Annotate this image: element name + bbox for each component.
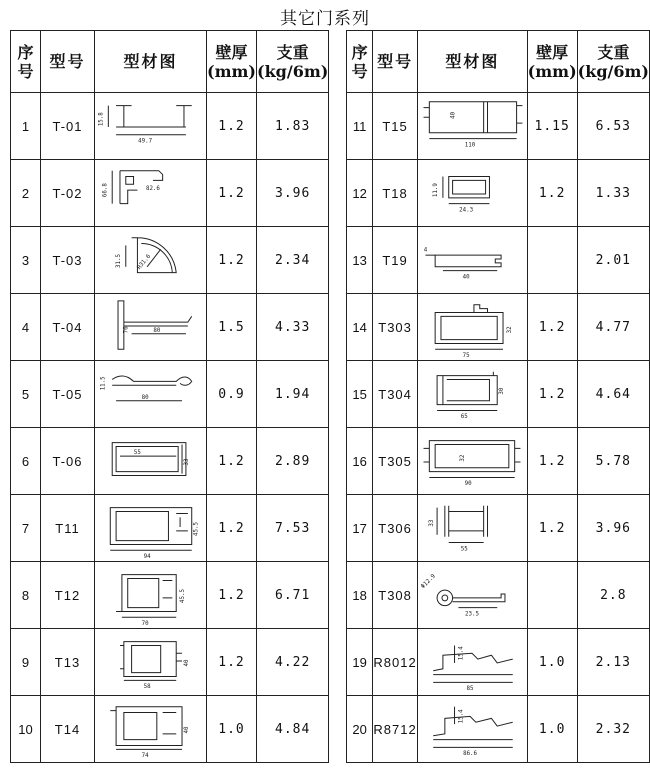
row-weight: 2.01 <box>577 227 649 294</box>
profile-table-left <box>10 30 329 763</box>
header-model: 型号 <box>373 31 418 93</box>
row-thickness: 1.0 <box>207 696 257 763</box>
dimension-label: 49.7 <box>137 138 152 145</box>
dimension-label: 24.3 <box>459 207 474 214</box>
row-thickness: 1.2 <box>527 428 577 495</box>
row-weight: 3.96 <box>577 495 649 562</box>
row-drawing <box>417 93 527 160</box>
profile-drawing <box>418 496 526 560</box>
row-model: T19 <box>373 227 418 294</box>
row-model: T-03 <box>41 227 95 294</box>
row-weight: 4.77 <box>577 294 649 361</box>
dimension-label: 80 <box>152 327 160 334</box>
row-number: 13 <box>347 227 373 294</box>
dimension-label: 32 <box>460 454 467 462</box>
header-weight: 支重(kg/6m) <box>577 31 649 93</box>
row-thickness: 1.2 <box>207 495 257 562</box>
row-weight: 5.78 <box>577 428 649 495</box>
row-drawing <box>417 696 527 763</box>
row-number: 10 <box>11 696 41 763</box>
table-row <box>347 696 650 763</box>
row-number: 14 <box>347 294 373 361</box>
dimension-label: 15.4 <box>458 646 465 661</box>
row-model: T-02 <box>41 160 95 227</box>
dimension-label: 40 <box>183 659 190 667</box>
row-weight: 2.13 <box>577 629 649 696</box>
dimension-label: 30 <box>499 387 506 395</box>
dimension-label: 86.6 <box>463 751 478 758</box>
row-drawing <box>95 160 207 227</box>
dimension-label: 58 <box>143 684 151 691</box>
row-drawing <box>95 93 207 160</box>
table-row <box>11 696 329 763</box>
dimension-label: 45.5 <box>193 521 200 536</box>
dimension-label: 4 <box>424 247 428 254</box>
table-row <box>11 227 329 294</box>
table-row <box>11 361 329 428</box>
header-weight: 支重(kg/6m) <box>257 31 329 93</box>
table-row <box>347 294 650 361</box>
dimension-label: 33 <box>429 519 436 527</box>
header-num: 序号 <box>347 31 373 93</box>
row-number: 19 <box>347 629 373 696</box>
dimension-label: 11.9 <box>433 183 440 198</box>
dimension-label: 94 <box>143 554 151 560</box>
row-drawing <box>417 562 527 629</box>
row-model: T18 <box>373 160 418 227</box>
row-weight: 7.53 <box>257 495 329 562</box>
header-drawing: 型材图 <box>417 31 527 93</box>
row-number: 9 <box>11 629 41 696</box>
header-thickness: 壁厚(mm) <box>207 31 257 93</box>
row-thickness: 1.2 <box>207 227 257 294</box>
profile-drawing <box>418 362 526 426</box>
profile-drawing <box>418 94 526 158</box>
row-model: T11 <box>41 495 95 562</box>
row-thickness: 1.2 <box>527 294 577 361</box>
dimension-label: 45.5 <box>179 588 186 603</box>
table-row <box>11 160 329 227</box>
header-model: 型号 <box>41 31 95 93</box>
table-row <box>347 495 650 562</box>
row-model: T306 <box>373 495 418 562</box>
table-row <box>11 495 329 562</box>
row-thickness: 1.2 <box>527 495 577 562</box>
row-model: R8012 <box>373 629 418 696</box>
row-weight: 1.33 <box>577 160 649 227</box>
row-model: T304 <box>373 361 418 428</box>
row-weight: 1.94 <box>257 361 329 428</box>
row-number: 4 <box>11 294 41 361</box>
row-model: T-05 <box>41 361 95 428</box>
row-weight: 2.89 <box>257 428 329 495</box>
row-number: 12 <box>347 160 373 227</box>
row-weight: 2.34 <box>257 227 329 294</box>
profile-drawing <box>418 697 526 761</box>
table-row <box>11 562 329 629</box>
dimension-label: 40 <box>463 274 470 281</box>
table-row <box>347 629 650 696</box>
row-thickness: 1.0 <box>527 629 577 696</box>
row-weight: 4.84 <box>257 696 329 763</box>
row-thickness: 1.15 <box>527 93 577 160</box>
row-model: T-01 <box>41 93 95 160</box>
row-model: R8712 <box>373 696 418 763</box>
dimension-label: 31.5 <box>115 253 122 268</box>
row-number: 18 <box>347 562 373 629</box>
row-number: 1 <box>11 93 41 160</box>
dimension-label: 33 <box>183 458 190 466</box>
profile-drawing <box>97 697 205 761</box>
profile-drawing <box>97 228 205 292</box>
row-number: 3 <box>11 227 41 294</box>
dimension-label: 15.4 <box>458 709 465 724</box>
profile-drawing <box>97 94 205 158</box>
profile-drawing <box>97 161 205 225</box>
row-number: 6 <box>11 428 41 495</box>
row-model: T15 <box>373 93 418 160</box>
table-header-row <box>11 31 329 93</box>
row-model: T303 <box>373 294 418 361</box>
row-drawing <box>417 361 527 428</box>
table-row <box>347 93 650 160</box>
dimension-label: Φ12.9 <box>420 573 438 590</box>
row-drawing <box>417 294 527 361</box>
table-row <box>347 361 650 428</box>
table-row <box>347 428 650 495</box>
row-weight: 4.22 <box>257 629 329 696</box>
table-row <box>11 629 329 696</box>
dimension-label: 80 <box>141 394 149 401</box>
row-model: T305 <box>373 428 418 495</box>
profile-drawing <box>418 161 526 225</box>
row-number: 8 <box>11 562 41 629</box>
row-model: T-04 <box>41 294 95 361</box>
dimension-label: 40 <box>450 111 457 119</box>
row-number: 17 <box>347 495 373 562</box>
row-weight: 6.71 <box>257 562 329 629</box>
table-row <box>11 428 329 495</box>
dimension-label: 76 <box>123 326 130 334</box>
row-weight: 4.33 <box>257 294 329 361</box>
row-weight: 3.96 <box>257 160 329 227</box>
dimension-label: 70 <box>141 621 149 627</box>
table-row <box>347 227 650 294</box>
table-row <box>347 160 650 227</box>
table-header-row <box>347 31 650 93</box>
page-title: 其它门系列 <box>280 9 370 29</box>
profile-drawing <box>418 295 526 359</box>
row-weight: 1.83 <box>257 93 329 160</box>
row-number: 16 <box>347 428 373 495</box>
row-drawing <box>417 160 527 227</box>
row-thickness: 1.0 <box>527 696 577 763</box>
dimension-label: 15.8 <box>98 112 105 127</box>
dimension-label: 40 <box>183 726 190 734</box>
header-thickness: 壁厚(mm) <box>527 31 577 93</box>
row-thickness: 1.2 <box>207 428 257 495</box>
row-drawing <box>95 428 207 495</box>
row-number: 7 <box>11 495 41 562</box>
dimension-label: 55 <box>133 450 141 457</box>
profile-drawing <box>418 429 526 493</box>
dimension-label: 90 <box>464 481 472 488</box>
row-thickness: 0.9 <box>207 361 257 428</box>
row-model: T13 <box>41 629 95 696</box>
dimension-label: 65 <box>461 414 469 421</box>
profile-drawing <box>418 630 526 694</box>
row-weight: 4.64 <box>577 361 649 428</box>
row-model: T308 <box>373 562 418 629</box>
row-thickness: 1.2 <box>527 361 577 428</box>
row-drawing <box>95 294 207 361</box>
table-row <box>11 93 329 160</box>
row-number: 15 <box>347 361 373 428</box>
row-drawing <box>95 696 207 763</box>
row-drawing <box>417 629 527 696</box>
profile-table-right <box>346 30 650 763</box>
row-weight: 2.32 <box>577 696 649 763</box>
header-num: 序号 <box>11 31 41 93</box>
row-thickness: 1.2 <box>207 160 257 227</box>
dimension-label: 75 <box>463 353 470 359</box>
profile-drawing <box>97 429 205 493</box>
profile-drawing <box>418 563 526 627</box>
row-number: 5 <box>11 361 41 428</box>
dimension-label: 23.5 <box>465 611 480 618</box>
row-model: T-06 <box>41 428 95 495</box>
row-thickness: 1.2 <box>207 562 257 629</box>
row-model: T12 <box>41 562 95 629</box>
row-drawing <box>95 629 207 696</box>
row-number: 2 <box>11 160 41 227</box>
table-row <box>11 294 329 361</box>
row-drawing <box>417 495 527 562</box>
dimension-label: 74 <box>141 753 149 760</box>
row-thickness: 1.5 <box>207 294 257 361</box>
row-drawing <box>95 562 207 629</box>
row-weight: 6.53 <box>577 93 649 160</box>
row-drawing <box>95 227 207 294</box>
profile-drawing <box>97 362 205 426</box>
row-thickness <box>527 227 577 294</box>
row-thickness: 1.2 <box>527 160 577 227</box>
profile-drawing <box>97 295 205 359</box>
profile-drawing <box>97 630 205 694</box>
dimension-label: 110 <box>465 142 476 149</box>
dimension-label: 32 <box>507 326 514 334</box>
dimension-label: 11.5 <box>99 376 106 391</box>
row-thickness: 1.2 <box>207 93 257 160</box>
row-drawing <box>417 227 527 294</box>
row-weight: 2.8 <box>577 562 649 629</box>
row-model: T14 <box>41 696 95 763</box>
dimension-label: R31.6 <box>136 253 152 271</box>
dimension-label: 85 <box>466 686 474 693</box>
dimension-label: 82.6 <box>145 186 160 193</box>
profile-drawing <box>97 496 205 560</box>
row-thickness: 1.2 <box>207 629 257 696</box>
header-drawing: 型材图 <box>95 31 207 93</box>
row-number: 11 <box>347 93 373 160</box>
row-drawing <box>95 495 207 562</box>
dimension-label: 55 <box>461 546 469 553</box>
row-thickness <box>527 562 577 629</box>
profile-drawing <box>97 563 205 627</box>
dimension-label: 66.8 <box>101 183 108 198</box>
row-number: 20 <box>347 696 373 763</box>
table-row <box>347 562 650 629</box>
profile-drawing <box>418 228 526 292</box>
row-drawing <box>95 361 207 428</box>
row-drawing <box>417 428 527 495</box>
